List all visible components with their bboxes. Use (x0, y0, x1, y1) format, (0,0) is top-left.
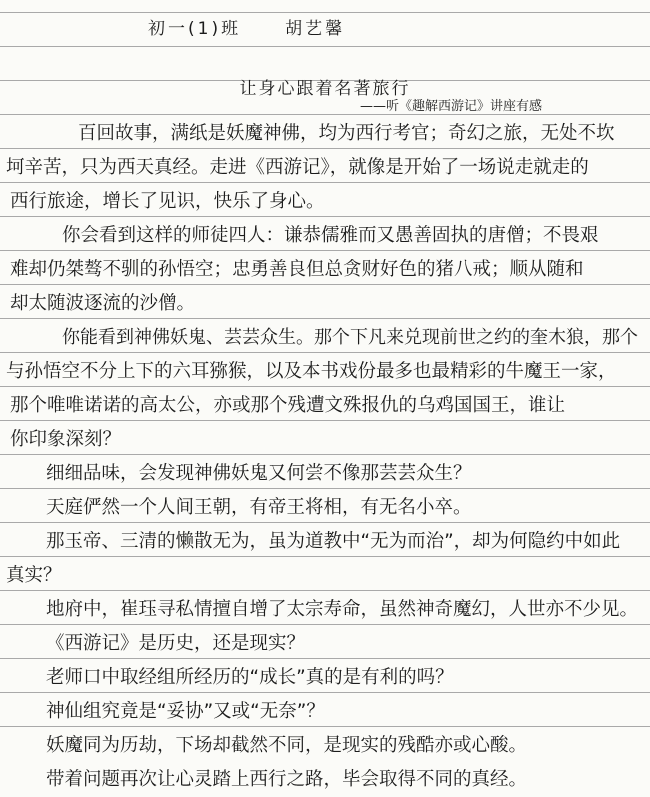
essay-line: 那玉帝、三清的懒散无为，虽为道教中“无为而治”，却为何隐约中如此 (46, 531, 621, 552)
essay-line: 西行旅途，增长了见识，快乐了身心。 (10, 191, 325, 212)
essay-line: 地府中，崔珏寻私情擅自增了太宗寿命，虽然神奇魔幻，人世亦不少见。 (46, 599, 639, 620)
essay-title: 让身心跟着名著旅行 (239, 79, 411, 99)
essay-line: 老师口中取经组所经历的“成长”真的是有利的吗？ (46, 667, 454, 688)
page-header (148, 14, 345, 39)
essay-line: 你印象深刻？ (10, 429, 122, 450)
essay-line: 带着问题再次让心灵踏上西行之路，毕会取得不同的真经。 (46, 769, 528, 790)
essay-line: 与孙悟空不分上下的六耳猕猴，以及本书戏份最多也最精彩的牛魔王一家， (6, 361, 617, 382)
essay-line: 你能看到神佛妖鬼、芸芸众生。那个下凡来兑现前世之约的奎木狼，那个 (62, 327, 638, 348)
essay-line: 《西游记》是历史，还是现实？ (46, 633, 306, 654)
essay-line: 细细品味，会发现神佛妖鬼又何尝不像那芸芸众生？ (46, 463, 472, 484)
essay-line: 百回故事，满纸是妖魔神佛，均为西行考官；奇幻之旅，无处不坎 (78, 123, 615, 144)
author-name: 胡艺馨 (285, 19, 346, 39)
essay-line: 真实？ (6, 565, 62, 586)
essay-line: 你会看到这样的师徒四人：谦恭儒雅而又愚善固执的唐僧；不畏艰 (62, 225, 599, 246)
essay-line: 神仙组究竟是“妥协”又或“无奈”？ (46, 701, 325, 722)
essay-line: 妖魔同为历劫，下场却截然不同，是现实的残酷亦或心酸。 (46, 735, 528, 756)
essay-line: 天庭俨然一个人间王朝，有帝王将相，有无名小卒。 (46, 497, 472, 518)
essay-subtitle: ——听《趣解西游记》讲座有感 (360, 99, 543, 114)
essay-line: 坷辛苦，只为西天真经。走进《西游记》，就像是开始了一场说走就走的 (6, 157, 589, 178)
essay-line: 却太随波逐流的沙僧。 (10, 293, 196, 314)
class-label: 初一(1)班 (148, 19, 242, 39)
essay-line: 那个唯唯诺诺的高太公，亦或那个残遭文殊报仇的乌鸡国国王，谁让 (10, 395, 566, 416)
essay-line: 难却仍桀骜不驯的孙悟空；忠勇善良但总贪财好色的猪八戒；顺从随和 (10, 259, 584, 280)
essay-body (0, 117, 650, 797)
